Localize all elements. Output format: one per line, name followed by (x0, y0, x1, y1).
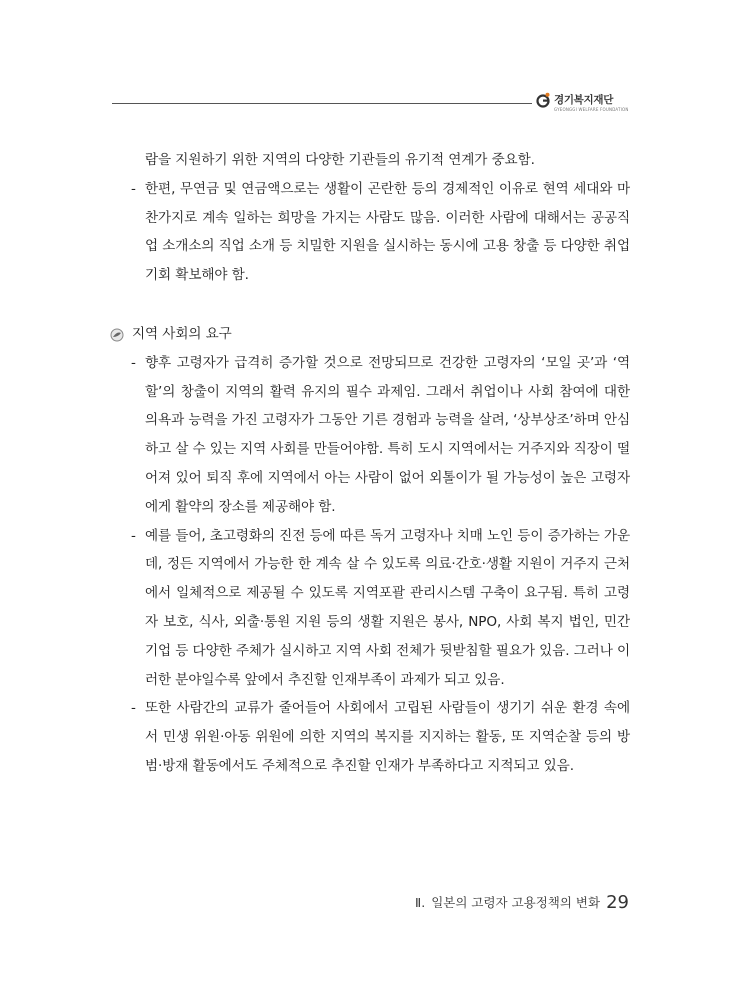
list-item (110, 349, 630, 522)
document-body (110, 146, 630, 781)
page-footer (415, 892, 629, 913)
section-title: 지역 사회의 요구 (132, 325, 232, 342)
logo (535, 90, 635, 116)
footer-title: 일본의 고령자 고용정책의 변화 (431, 895, 601, 910)
footer-chapter: Ⅱ. (415, 895, 426, 910)
logo-mark-icon (535, 92, 551, 108)
section-heading (110, 320, 630, 349)
list-item (110, 522, 630, 695)
dash-bullet: - (131, 180, 136, 197)
dash-bullet: - (131, 354, 136, 371)
header-rule (112, 103, 532, 104)
paragraph-text: 향후 고령자가 급격히 증가할 것으로 전망되므로 건강한 고령자의 ‘모일 곳’과 ‘역할’의 창출이 지역의 활력 유지의 필수 과제임. 그래서 취업이나 사회 참여에 대한 의욕과 능력을 가진 고령자가 그동안 기른 경험과 능력을 살려, ‘상부상조’하며 안심하고 살 수 있는 지역 사회를 만들어야함. 특히 도시 지역에서는 거주지와 직장이 떨어져 있어 퇴직 후에 지역에서 아는 사람이 없어 외톨이가 될 가능성이 높은 고령자에게 활약의 장소를 제공해야 함. (145, 354, 630, 515)
dash-bullet: - (131, 700, 136, 717)
paragraph-text: 또한 사람간의 교류가 줄어들어 사회에서 고립된 사람들이 생기기 쉬운 환경 속에서 민생 위원·아동 위원에 의한 지역의 복지를 지지하는 활동, 또 지역순찰 등의 방범·방재 활동에서도 주체적으로 추진할 인재가 부족하다고 지적되고 있음. (145, 700, 630, 774)
list-item (110, 694, 630, 780)
paragraph-text: 예를 들어, 초고령화의 진전 등에 따른 독거 고령자나 치매 노인 등이 증가하는 가운데, 정든 지역에서 가능한 한 계속 살 수 있도록 의료·간호·생활 지원이 거주지 근처에서 일체적으로 제공될 수 있도록 지역포괄 관리시스템 구축이 요구됨. 특히 고령자 보호, 식사, 외출·통원 지원 등의 생활 지원은 봉사, NPO, 사회 복지 법인, 민간 기업 등 다양한 주체가 실시하고 지역 사회 전체가 뒷받침할 필요가 있음. 그러나 이러한 분야일수록 앞에서 추진할 인재부족이 과제가 되고 있음. (145, 527, 630, 688)
section-bullet-icon (110, 328, 124, 342)
logo-subtitle: GYEONGGI WELFARE FOUNDATION (554, 107, 629, 112)
page-number: 29 (606, 892, 629, 913)
paragraph-text: 람을 지원하기 위한 지역의 다양한 기관들의 유기적 연계가 중요함. (145, 152, 535, 168)
paragraph-continued (110, 146, 630, 175)
list-item (110, 175, 630, 290)
logo-name: 경기복지재단 (554, 94, 614, 106)
paragraph-text: 한편, 무연금 및 연금액으로는 생활이 곤란한 등의 경제적인 이유로 현역 세대와 마찬가지로 계속 일하는 희망을 가지는 사람도 많음. 이러한 사람에 대해서는 공공직업 소개소의 직업 소개 등 치밀한 지원을 실시하는 동시에 고용 창출 등 다양한 취업 기회 확보해야 함. (145, 180, 630, 284)
dash-bullet: - (131, 527, 136, 544)
